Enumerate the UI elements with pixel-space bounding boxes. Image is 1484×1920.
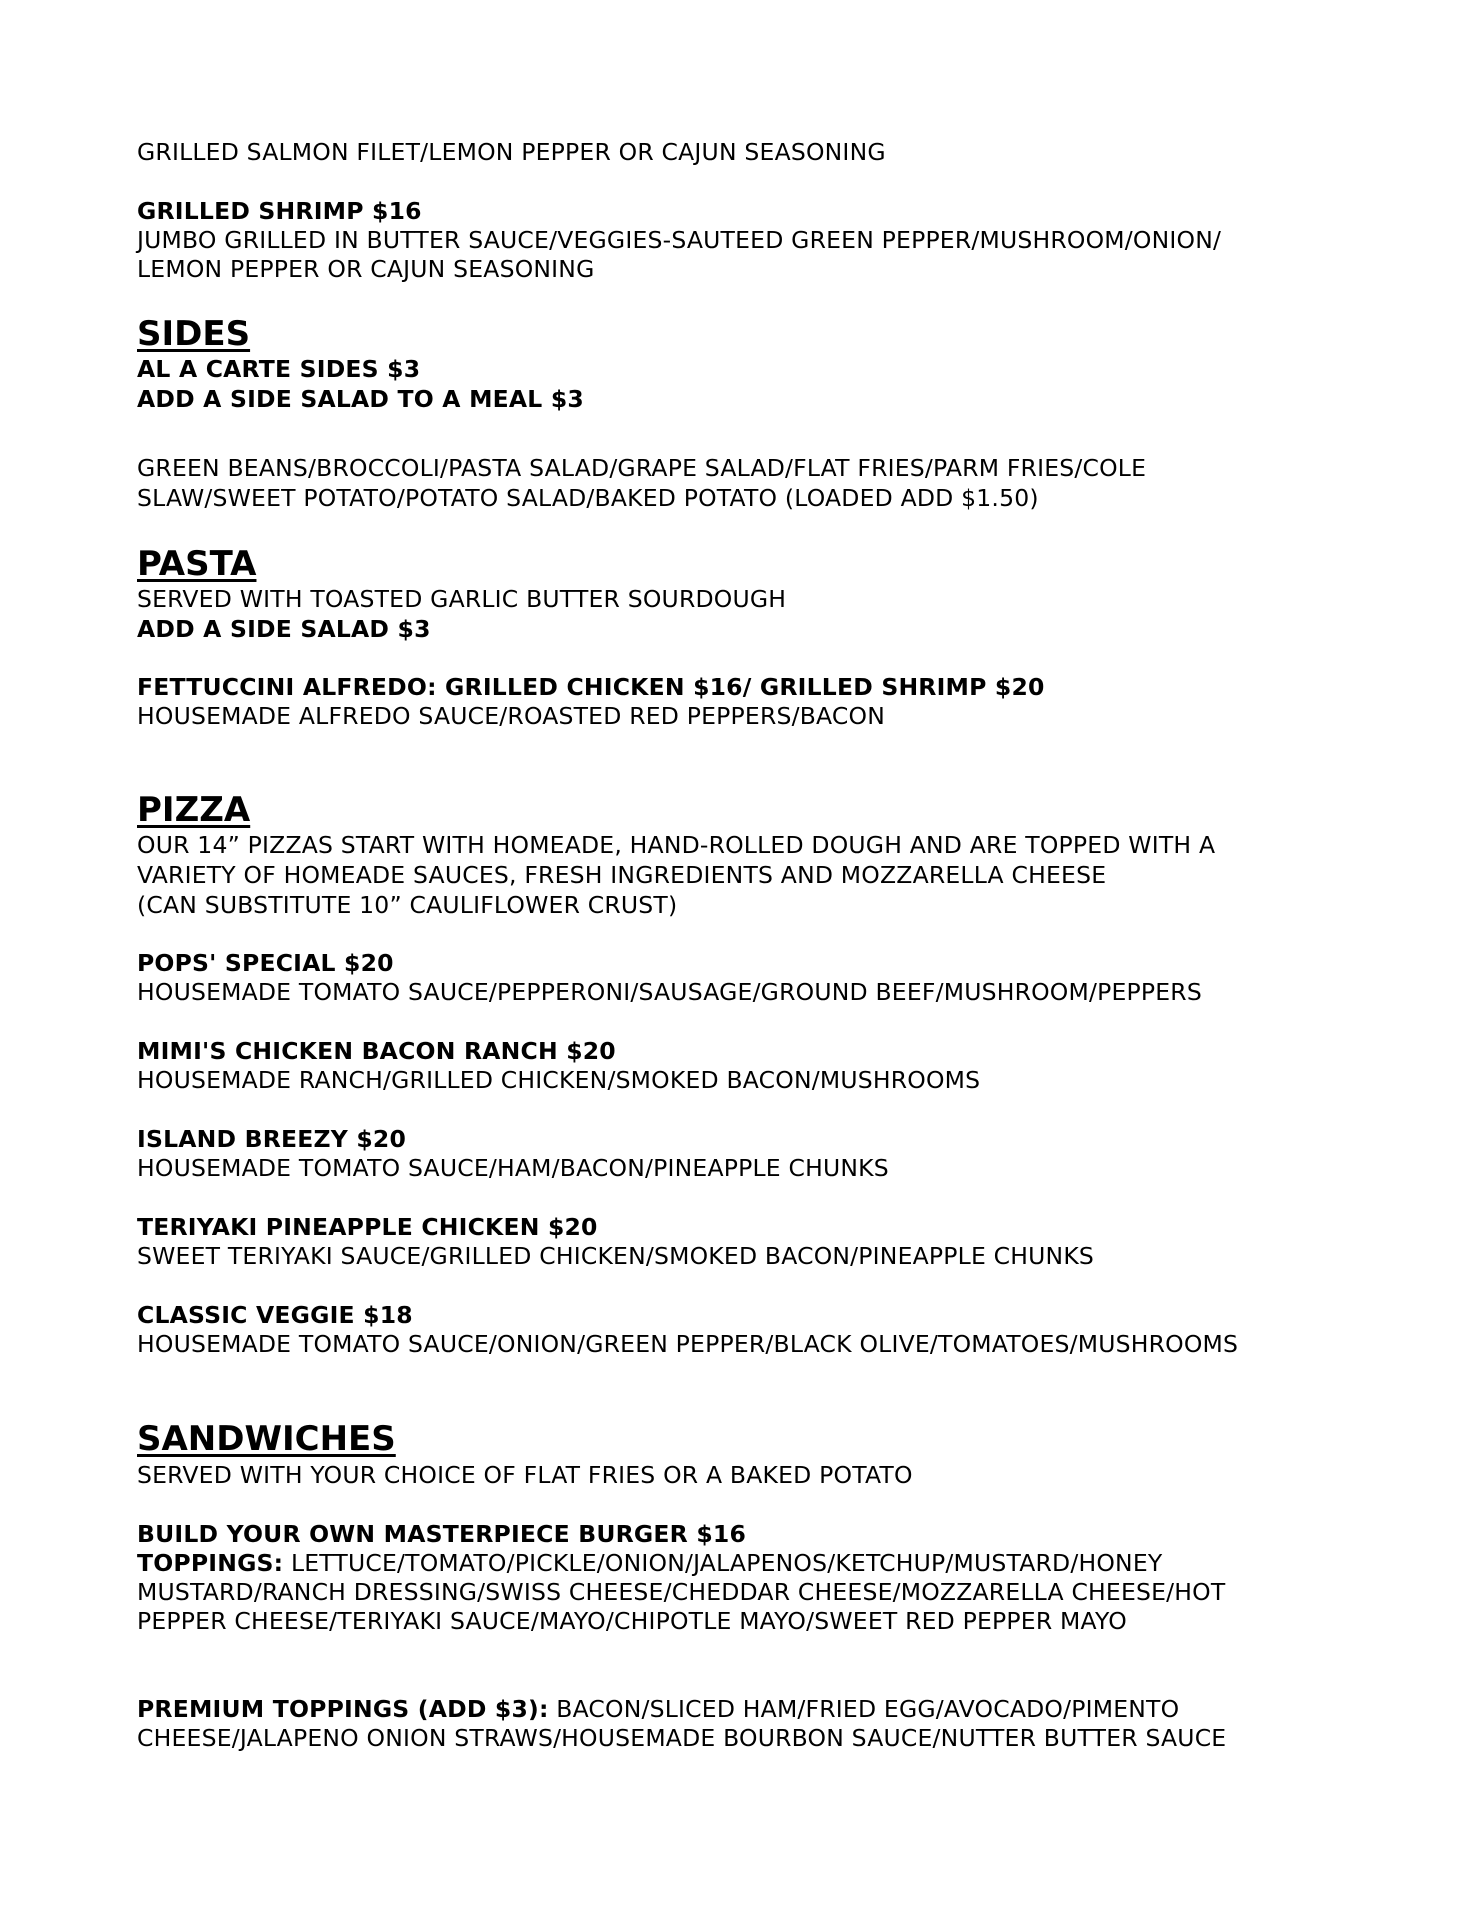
burger-toppings-line — [137, 1548, 1162, 1578]
sides-price-line: AL A CARTE SIDES $3 — [137, 355, 421, 383]
pizza-item-description: SWEET TERIYAKI SAUCE/GRILLED CHICKEN/SMOKED BACON/PINEAPPLE CHUNKS — [137, 1242, 1095, 1270]
shrimp-title: GRILLED SHRIMP $16 — [137, 197, 422, 225]
burger-toppings-line: MUSTARD/RANCH DRESSING/SWISS CHEESE/CHEDDAR CHEESE/MOZZARELLA CHEESE/HOT — [137, 1578, 1226, 1606]
pizza-item-title: CLASSIC VEGGIE $18 — [137, 1301, 413, 1329]
pizza-item-description: HOUSEMADE TOMATO SAUCE/ONION/GREEN PEPPER/BLACK OLIVE/TOMATOES/MUSHROOMS — [137, 1330, 1239, 1358]
burger-title: BUILD YOUR OWN MASTERPIECE BURGER $16 — [137, 1520, 747, 1548]
premium-toppings-list: BACON/SLICED HAM/FRIED EGG/AVOCADO/PIMENTO — [548, 1695, 1180, 1723]
premium-toppings-line — [137, 1694, 1179, 1724]
sides-heading: SIDES — [137, 314, 251, 354]
toppings-label: TOPPINGS: — [137, 1549, 284, 1577]
pizza-item-title: POPS' SPECIAL $20 — [137, 949, 394, 977]
sides-salad-line: ADD A SIDE SALAD TO A MEAL $3 — [137, 385, 584, 413]
sandwiches-heading: SANDWICHES — [137, 1419, 396, 1459]
shrimp-description-line: LEMON PEPPER OR CAJUN SEASONING — [137, 255, 595, 283]
salmon-description: GRILLED SALMON FILET/LEMON PEPPER OR CAJUN SEASONING — [137, 138, 886, 166]
pasta-item-description: HOUSEMADE ALFREDO SAUCE/ROASTED RED PEPPERS/BACON — [137, 702, 885, 730]
pizza-item-description: HOUSEMADE TOMATO SAUCE/PEPPERONI/SAUSAGE/GROUND BEEF/MUSHROOM/PEPPERS — [137, 978, 1202, 1006]
premium-toppings-line: CHEESE/JALAPENO ONION STRAWS/HOUSEMADE BOURBON SAUCE/NUTTER BUTTER SAUCE — [137, 1724, 1227, 1752]
pizza-heading: PIZZA — [137, 790, 251, 830]
premium-toppings-label: PREMIUM TOPPINGS (ADD $3): — [137, 1695, 549, 1723]
sides-list-line: SLAW/SWEET POTATO/POTATO SALAD/BAKED POTATO (LOADED ADD $1.50) — [137, 484, 1039, 512]
pasta-intro: SERVED WITH TOASTED GARLIC BUTTER SOURDOUGH — [137, 585, 787, 613]
sandwiches-intro: SERVED WITH YOUR CHOICE OF FLAT FRIES OR A BAKED POTATO — [137, 1461, 913, 1489]
burger-toppings-line: PEPPER CHEESE/TERIYAKI SAUCE/MAYO/CHIPOTLE MAYO/SWEET RED PEPPER MAYO — [137, 1607, 1127, 1635]
pasta-heading: PASTA — [137, 544, 257, 584]
pizza-item-description: HOUSEMADE RANCH/GRILLED CHICKEN/SMOKED BACON/MUSHROOMS — [137, 1066, 981, 1094]
pasta-item-title: FETTUCCINI ALFREDO: GRILLED CHICKEN $16/ GRILLED SHRIMP $20 — [137, 673, 1045, 701]
pizza-item-title: TERIYAKI PINEAPPLE CHICKEN $20 — [137, 1213, 598, 1241]
shrimp-description-line: JUMBO GRILLED IN BUTTER SAUCE/VEGGIES-SAUTEED GREEN PEPPER/MUSHROOM/ONION/ — [137, 226, 1222, 254]
pizza-intro-line: (CAN SUBSTITUTE 10” CAULIFLOWER CRUST) — [137, 891, 678, 919]
pizza-item-title: MIMI'S CHICKEN BACON RANCH $20 — [137, 1037, 616, 1065]
pasta-side-salad-note: ADD A SIDE SALAD $3 — [137, 615, 431, 643]
pizza-intro-line: OUR 14” PIZZAS START WITH HOMEADE, HAND-ROLLED DOUGH AND ARE TOPPED WITH A — [137, 831, 1216, 859]
pizza-item-description: HOUSEMADE TOMATO SAUCE/HAM/BACON/PINEAPPLE CHUNKS — [137, 1154, 889, 1182]
pizza-intro-line: VARIETY OF HOMEADE SAUCES, FRESH INGREDIENTS AND MOZZARELLA CHEESE — [137, 861, 1107, 889]
toppings-list: LETTUCE/TOMATO/PICKLE/ONION/JALAPENOS/KETCHUP/MUSTARD/HONEY — [283, 1549, 1163, 1577]
pizza-item-title: ISLAND BREEZY $20 — [137, 1125, 406, 1153]
sides-list-line: GREEN BEANS/BROCCOLI/PASTA SALAD/GRAPE SALAD/FLAT FRIES/PARM FRIES/COLE — [137, 454, 1147, 482]
